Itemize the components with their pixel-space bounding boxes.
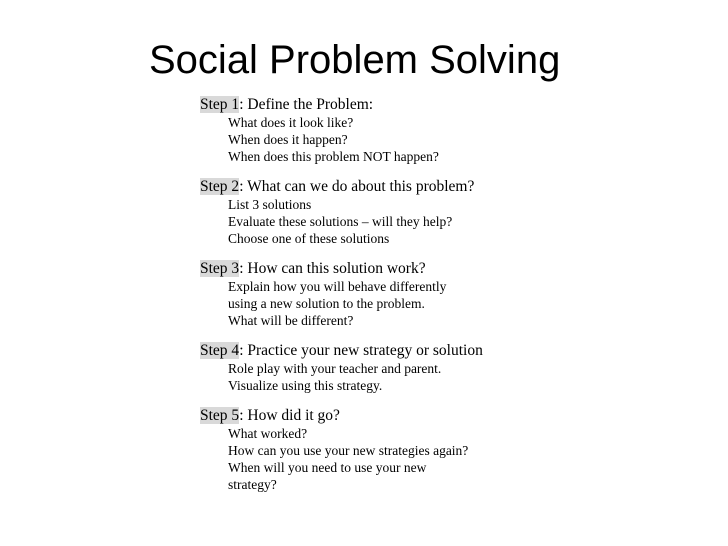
step-detail-line: Evaluate these solutions – will they help? — [228, 214, 453, 229]
step-heading — [200, 342, 530, 360]
step-title: : What can we do about this problem? — [239, 178, 475, 195]
step-details — [200, 196, 530, 247]
step-1 — [200, 96, 530, 165]
step-label: Step 3 — [200, 260, 240, 277]
step-detail-line: Visualize using this strategy. — [228, 378, 383, 393]
step-title: : Practice your new strategy or solution — [239, 342, 483, 359]
step-label: Step 5 — [200, 407, 240, 424]
step-4 — [200, 342, 530, 394]
step-title: : How can this solution work? — [239, 260, 426, 277]
step-5 — [200, 407, 530, 493]
step-details — [200, 425, 530, 493]
step-detail-line: Role play with your teacher and parent. — [228, 361, 442, 376]
step-detail-line: What does it look like? — [228, 115, 354, 130]
step-details — [200, 278, 530, 329]
step-detail-line: What worked? — [228, 426, 308, 441]
step-detail-line: What will be different? — [228, 313, 354, 328]
step-heading — [200, 96, 530, 114]
step-detail-line: using a new solution to the problem. — [228, 296, 425, 311]
step-detail-line: When will you need to use your new — [228, 460, 427, 475]
step-title: : Define the Problem: — [239, 96, 374, 113]
step-detail-line: Choose one of these solutions — [228, 231, 390, 246]
step-detail-line: strategy? — [228, 477, 277, 492]
slide-title: Social Problem Solving — [149, 38, 561, 82]
step-details — [200, 360, 530, 394]
step-detail-line: List 3 solutions — [228, 197, 312, 212]
steps-list — [200, 96, 530, 506]
step-detail-line: When does this problem NOT happen? — [228, 149, 439, 164]
step-detail-line: How can you use your new strategies again? — [228, 443, 469, 458]
step-3 — [200, 260, 530, 329]
step-heading — [200, 260, 530, 278]
step-details — [200, 114, 530, 165]
step-detail-line: When does it happen? — [228, 132, 348, 147]
step-2 — [200, 178, 530, 247]
step-heading — [200, 178, 530, 196]
step-title: : How did it go? — [239, 407, 340, 424]
step-detail-line: Explain how you will behave differently — [228, 279, 447, 294]
step-label: Step 2 — [200, 178, 240, 195]
step-label: Step 1 — [200, 96, 240, 113]
step-heading — [200, 407, 530, 425]
step-label: Step 4 — [200, 342, 240, 359]
